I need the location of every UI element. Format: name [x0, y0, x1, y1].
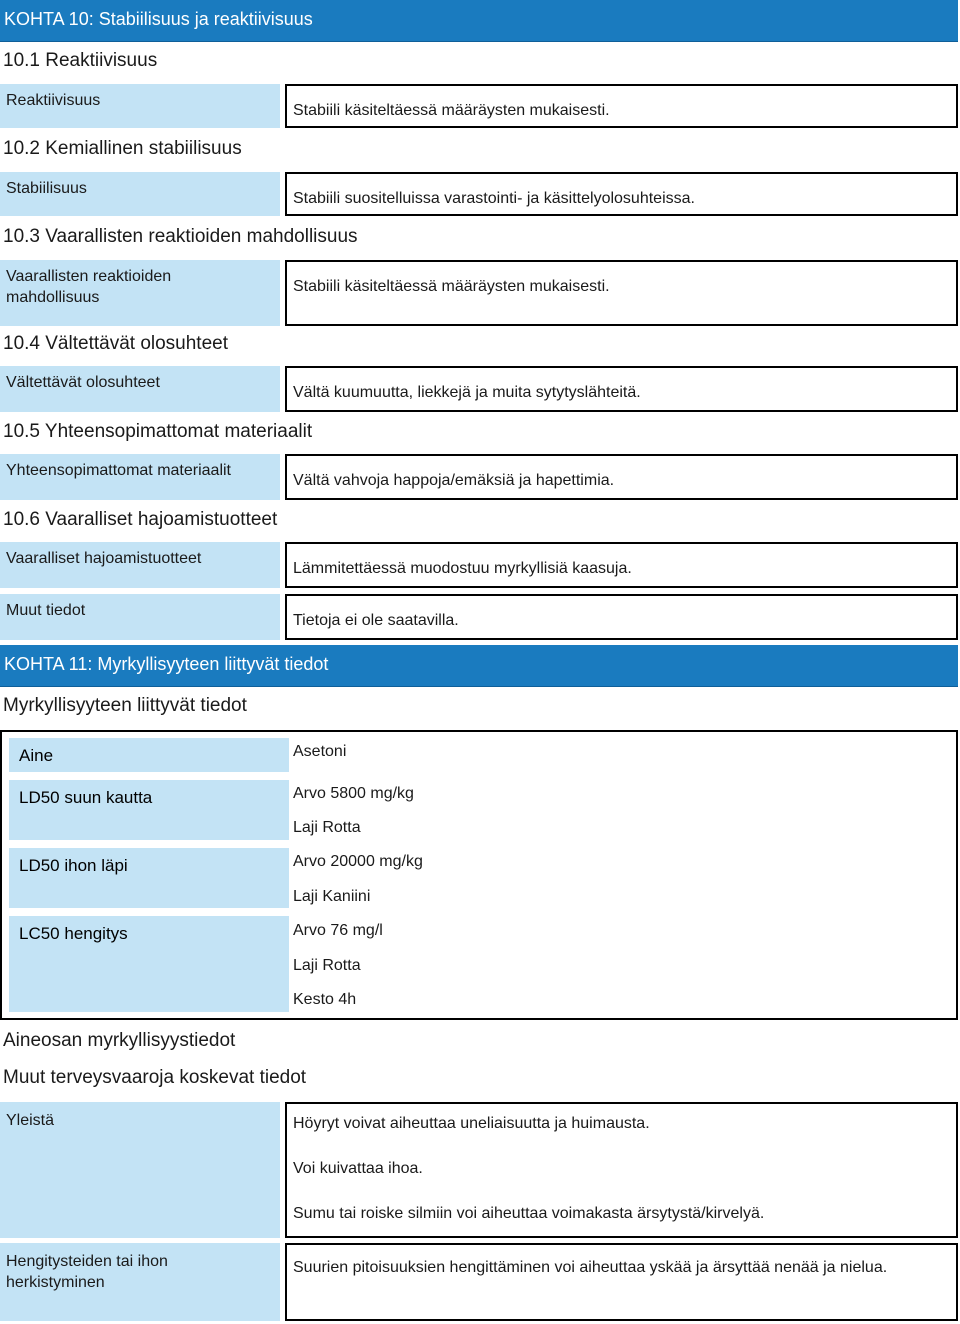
general-line-2: Voi kuivattaa ihoa. — [293, 1160, 423, 1177]
subsection-10-2-title: 10.2 Kemiallinen stabiilisuus — [3, 138, 242, 159]
ld50-oral-label: LD50 suun kautta — [9, 780, 289, 840]
hazardous-reactions-label-line2: mahdollisuus — [6, 289, 100, 306]
decomposition-products-label: Vaaralliset hajoamistuotteet — [0, 542, 280, 588]
other-info-value: Tietoja ei ole saatavilla. — [285, 594, 958, 640]
ld50-oral-value: Arvo 5800 mg/kg — [293, 785, 414, 802]
substance-label: Aine — [9, 738, 289, 772]
toxicity-info-title: Myrkyllisyyteen liittyvät tiedot — [3, 695, 247, 716]
sensitization-label-line2: herkistyminen — [6, 1274, 105, 1291]
sensitization-label — [0, 1243, 280, 1321]
stability-label: Stabiilisuus — [0, 172, 280, 216]
general-line-1: Höyryt voivat aiheuttaa uneliaisuutta ja huimausta. — [293, 1115, 650, 1132]
lc50-inhalation-label: LC50 hengitys — [9, 916, 289, 1012]
sensitization-label-line1: Hengitysteiden tai ihon — [6, 1253, 168, 1270]
lc50-inhalation-species: Laji Rotta — [293, 957, 361, 974]
section-11-header: KOHTA 11: Myrkyllisyyteen liittyvät tiedot — [0, 645, 958, 687]
subsection-10-5-title: 10.5 Yhteensopimattomat materiaalit — [3, 421, 313, 442]
ld50-dermal-species: Laji Kaniini — [293, 888, 371, 905]
decomposition-products-value: Lämmitettäessä muodostuu myrkyllisiä kaasuja. — [285, 542, 958, 588]
reactivity-label: Reaktiivisuus — [0, 84, 280, 128]
ld50-dermal-value: Arvo 20000 mg/kg — [293, 853, 423, 870]
hazardous-reactions-label-line1: Vaarallisten reaktioiden — [6, 268, 172, 285]
conditions-to-avoid-value: Vältä kuumuutta, liekkejä ja muita sytytyslähteitä. — [285, 366, 958, 412]
component-toxicity-title: Aineosan myrkyllisyystiedot — [3, 1030, 236, 1051]
subsection-10-4-title: 10.4 Vältettävät olosuhteet — [3, 333, 228, 354]
ld50-oral-species: Laji Rotta — [293, 819, 361, 836]
hazardous-reactions-label — [0, 260, 280, 326]
lc50-inhalation-duration: Kesto 4h — [293, 991, 357, 1008]
other-info-label: Muut tiedot — [0, 594, 280, 640]
conditions-to-avoid-label: Vältettävät olosuhteet — [0, 366, 280, 412]
hazardous-reactions-value: Stabiili käsiteltäessä määräysten mukaisesti. — [285, 260, 958, 326]
substance-value: Asetoni — [293, 743, 347, 760]
stability-value: Stabiili suositelluissa varastointi- ja käsittelyolosuhteissa. — [285, 172, 958, 216]
subsection-10-1-title: 10.1 Reaktiivisuus — [3, 50, 158, 71]
reactivity-value: Stabiili käsiteltäessä määräysten mukaisesti. — [285, 84, 958, 128]
general-label: Yleistä — [0, 1102, 280, 1238]
incompatible-materials-label: Yhteensopimattomat materiaalit — [0, 454, 280, 500]
general-line-3: Sumu tai roiske silmiin voi aiheuttaa voimakasta ärsytystä/kirvelyä. — [293, 1205, 765, 1222]
incompatible-materials-value: Vältä vahvoja happoja/emäksiä ja hapettimia. — [285, 454, 958, 500]
other-health-hazards-title: Muut terveysvaaroja koskevat tiedot — [3, 1067, 307, 1088]
section-10-header: KOHTA 10: Stabiilisuus ja reaktiivisuus — [0, 0, 958, 42]
lc50-inhalation-value: Arvo 76 mg/l — [293, 922, 383, 939]
sensitization-value: Suurien pitoisuuksien hengittäminen voi aiheuttaa yskää ja ärsyttää nenää ja nielua. — [285, 1243, 958, 1321]
subsection-10-3-title: 10.3 Vaarallisten reaktioiden mahdollisuus — [3, 226, 358, 247]
ld50-dermal-label: LD50 ihon läpi — [9, 848, 289, 908]
subsection-10-6-title: 10.6 Vaaralliset hajoamistuotteet — [3, 509, 278, 530]
